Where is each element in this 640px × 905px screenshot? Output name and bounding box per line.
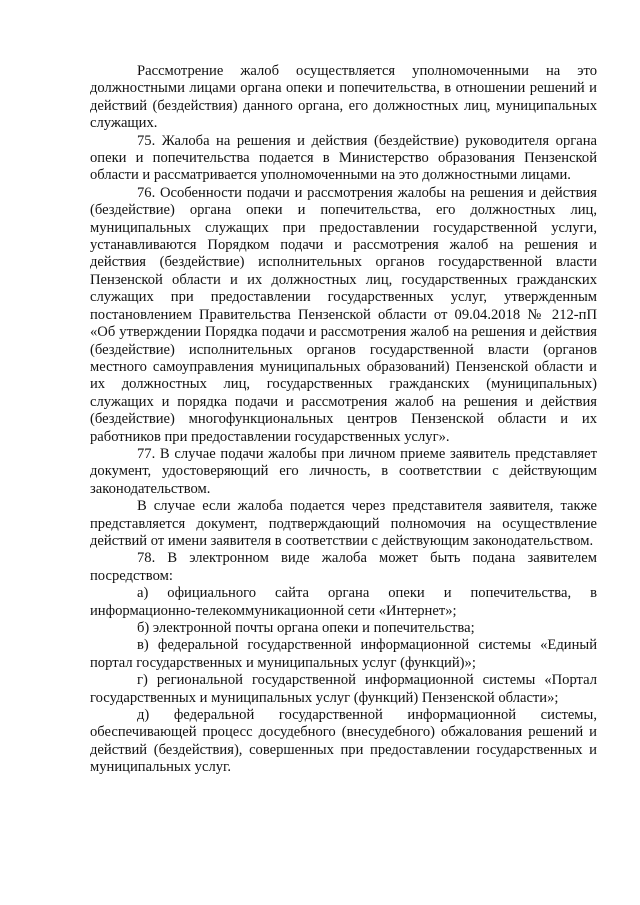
list-item-v: в) федеральной государственной информационной системы «Единый портал государственных и муниципальных услуг (функций)»;	[90, 637, 597, 671]
paragraph-item-78: 78. В электронном виде жалоба может быть подана заявителем посредством:	[90, 550, 597, 584]
list-item-g: г) региональной государственной информационной системы «Портал государственных и муниципальных услуг (функций) Пензенской области»;	[90, 672, 597, 706]
list-item-d: д) федеральной государственной информационной системы, обеспечивающей процесс досудебного (внесудебного) обжалования решений и действий (бездействия), совершенных при предоставлении государственных и муниципальных услуг.	[90, 707, 597, 776]
list-item-b: б) электронной почты органа опеки и попечительства;	[137, 620, 475, 636]
document-body	[90, 63, 597, 777]
paragraph-item-77: 77. В случае подачи жалобы при личном приеме заявитель представляет документ, удостоверяющий его личность, в соответствии с действующим законодательством.	[90, 445, 597, 497]
paragraph-item-75: 75. Жалоба на решения и действия (бездействие) руководителя органа опеки и попечительства подается в Министерство образования Пензенской области и рассматривается уполномоченными на это должностными лицами.	[90, 132, 597, 184]
paragraph-representative: В случае если жалоба подается через представителя заявителя, также представляется документ, подтверждающий полномочия на осуществление действий от имени заявителя в соответствии с действующим законодательством.	[90, 498, 597, 549]
paragraph-item-76: 76. Особенности подачи и рассмотрения жалобы на решения и действия (бездействие) органа опеки и попечительства, его должностных лиц, муниципальных служащих при предоставлении государственной услуги, устанавливаются Порядком подачи и рассмотрения жалоб на решения и действия (бездействие) исполнительных органов государственной власти Пензенской области и их должностных лиц, государственных гражданских служащих при предоставлении государственных услуг, утвержденным постановлением Правительства Пензенской области от 09.04.2018 № 212-пП «Об утверждении Порядка подачи и рассмотрения жалоб на решения и действия (бездействие) исполнительных органов государственной власти (органов местного самоуправления муниципальных образований) Пензенской области и их должностных лиц, государственных гражданских (муниципальных) служащих и порядка подачи и рассмотрения жалоб на решения и действия (бездействие) многофункциональных центров Пензенской области и их работников при предоставлении государственных услуг».	[90, 184, 597, 445]
list-item-a: а) официального сайта органа опеки и попечительства, в информационно-телекоммуникационной сети «Интернет»;	[90, 585, 597, 619]
paragraph-complaint-review: Рассмотрение жалоб осуществляется уполномоченными на это должностными лицами органа опеки и попечительства, в отношении решений и действий (бездействия) данного органа, его должностных лиц, муниципальных служащих.	[90, 63, 597, 132]
